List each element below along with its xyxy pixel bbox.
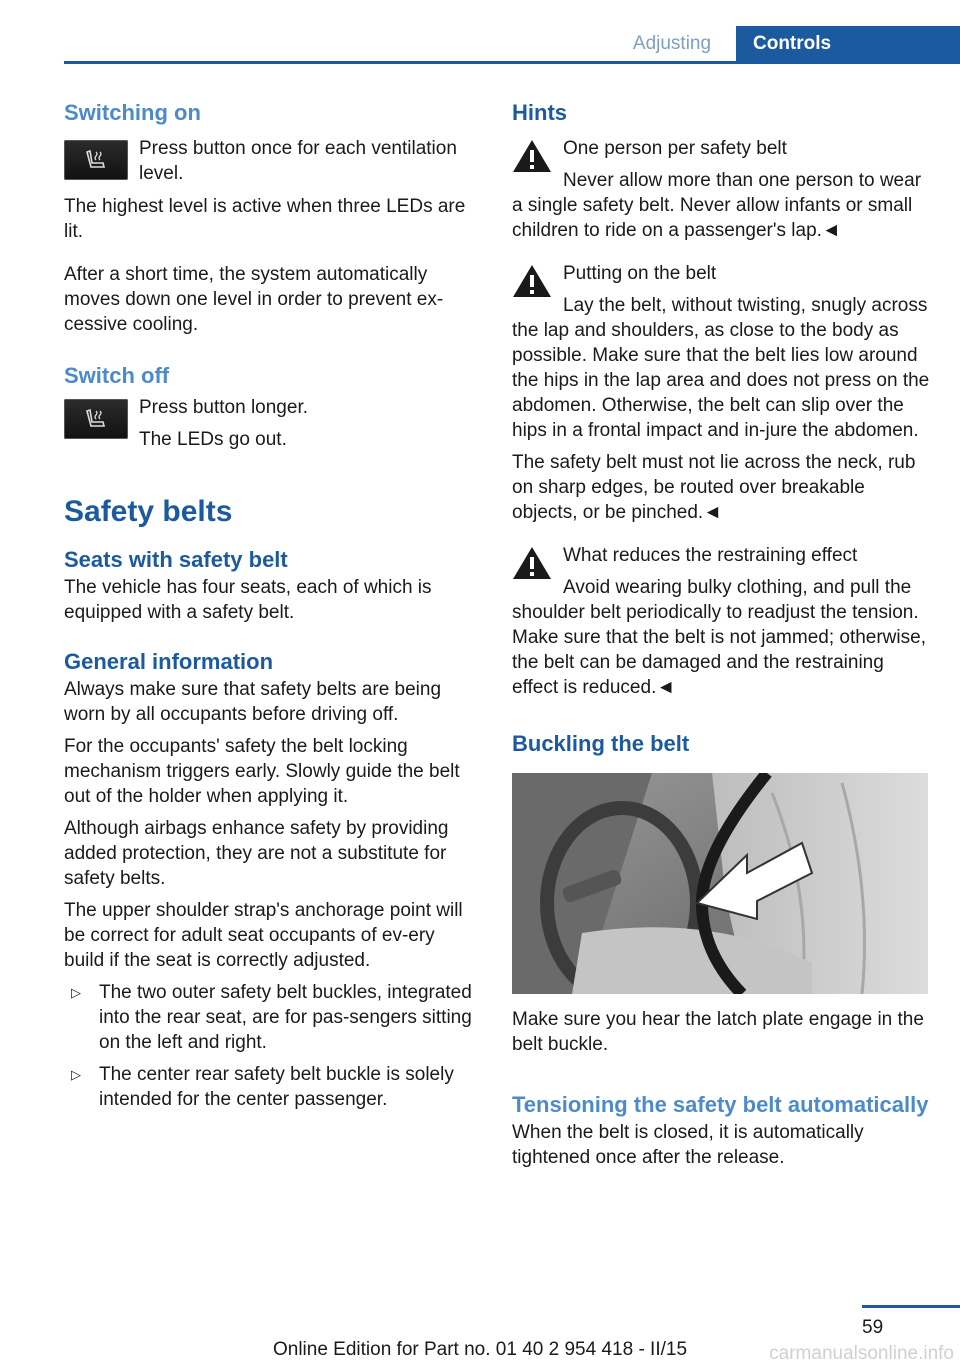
hints-heading: Hints [512,100,567,125]
buckling-belt-photo [512,773,928,994]
warning-block [512,543,930,568]
page-number-rule [862,1305,960,1308]
warning-triangle-icon [512,545,552,581]
right-column [512,100,930,1170]
warning-title: One person per safety belt [563,138,787,159]
seat-ventilation-button-icon [64,140,128,180]
safety-belts-heading: Safety belts [64,495,233,528]
paragraph: After a short time, the system automatically moves down one level in order to prevent ex‐cessive cooling. [64,264,444,335]
switch-off-text-1: Press button longer. [139,397,308,418]
tensioning-heading: Tensioning the safety belt automatically [512,1092,929,1117]
warning-block [512,136,930,161]
warning-block [512,261,930,286]
warning-text: Avoid wearing bulky clothing, and pull the shoulder belt periodically to readjust the tension. Make sure that the belt is not jammed; otherwise, the belt can be damaged and the restraining effect is reduced.◄ [512,577,926,698]
page-number: 59 [862,1317,884,1338]
list-item [64,1062,476,1112]
warning-text: The safety belt must not lie across the neck, rub on sharp edges, be routed over breakable objects, or be pinched.◄ [512,452,916,523]
switching-on-text: Press button once for each ventilation level. [139,138,457,184]
list-item-text: The center rear safety belt buckle is solely intended for the center passenger. [99,1064,454,1110]
seats-heading: Seats with safety belt [64,547,288,572]
warning-title: What reduces the restraining effect [563,545,858,566]
paragraph: The vehicle has four seats, each of which is equipped with a safety belt. [64,577,432,623]
triangle-bullet-icon: ▷ [71,1067,81,1082]
paragraph: Always make sure that safety belts are being worn by all occupants before driving off. [64,679,442,725]
triangle-bullet-icon: ▷ [71,985,81,1000]
warning-text: Never allow more than one person to wear a single safety belt. Never allow infants or small children to ride on a passenger's lap.◄ [512,170,922,241]
paragraph: The highest level is active when three LEDs are lit. [64,196,466,242]
general-information-heading: General information [64,649,274,674]
switching-on-heading: Switching on [64,100,201,125]
header-rule [64,61,960,64]
switch-off-text-2: The LEDs go out. [139,429,287,450]
buckling-heading: Buckling the belt [512,731,690,756]
edition-footer: Online Edition for Part no. 01 40 2 954 418 - II/15 [272,1339,688,1360]
header-section-label: Adjusting [632,33,712,54]
warning-triangle-icon [512,263,552,299]
list-item [64,980,476,1055]
paragraph: For the occupants' safety the belt locking mechanism triggers early. Slowly guide the belt out of the holder when applying it. [64,736,460,807]
paragraph: The upper shoulder strap's anchorage point will be correct for adult seat occupants of ev‐ery build if the seat is correctly adjusted. [64,900,463,971]
paragraph: Although airbags enhance safety by providing added protection, they are not a substitute for safety belts. [64,818,449,889]
watermark: carmanualsonline.info [769,1343,954,1364]
warning-text: Lay the belt, without twisting, snugly across the lap and shoulders, as close to the body as possible. Make sure that the belt lies low around the hips in the lap area and does not press on the abdomen. Otherwise, the belt can slip over the hips in a frontal impact and in‐jure the abdomen. [512,295,930,441]
left-column [64,100,476,1112]
switching-on-row [64,136,476,186]
paragraph: When the belt is closed, it is automatically tightened once after the release. [512,1122,864,1168]
header-chapter-tab: Controls [736,26,960,62]
switch-off-heading: Switch off [64,363,170,388]
warning-title: Putting on the belt [563,263,717,284]
switch-off-row [64,395,476,452]
warning-triangle-icon [512,138,552,174]
list-item-text: The two outer safety belt buckles, integrated into the rear seat, are for pas‐sengers sitting on the left and right. [99,982,472,1053]
seat-ventilation-button-icon [64,399,128,439]
image-caption: Make sure you hear the latch plate engage in the belt buckle. [512,1009,924,1055]
